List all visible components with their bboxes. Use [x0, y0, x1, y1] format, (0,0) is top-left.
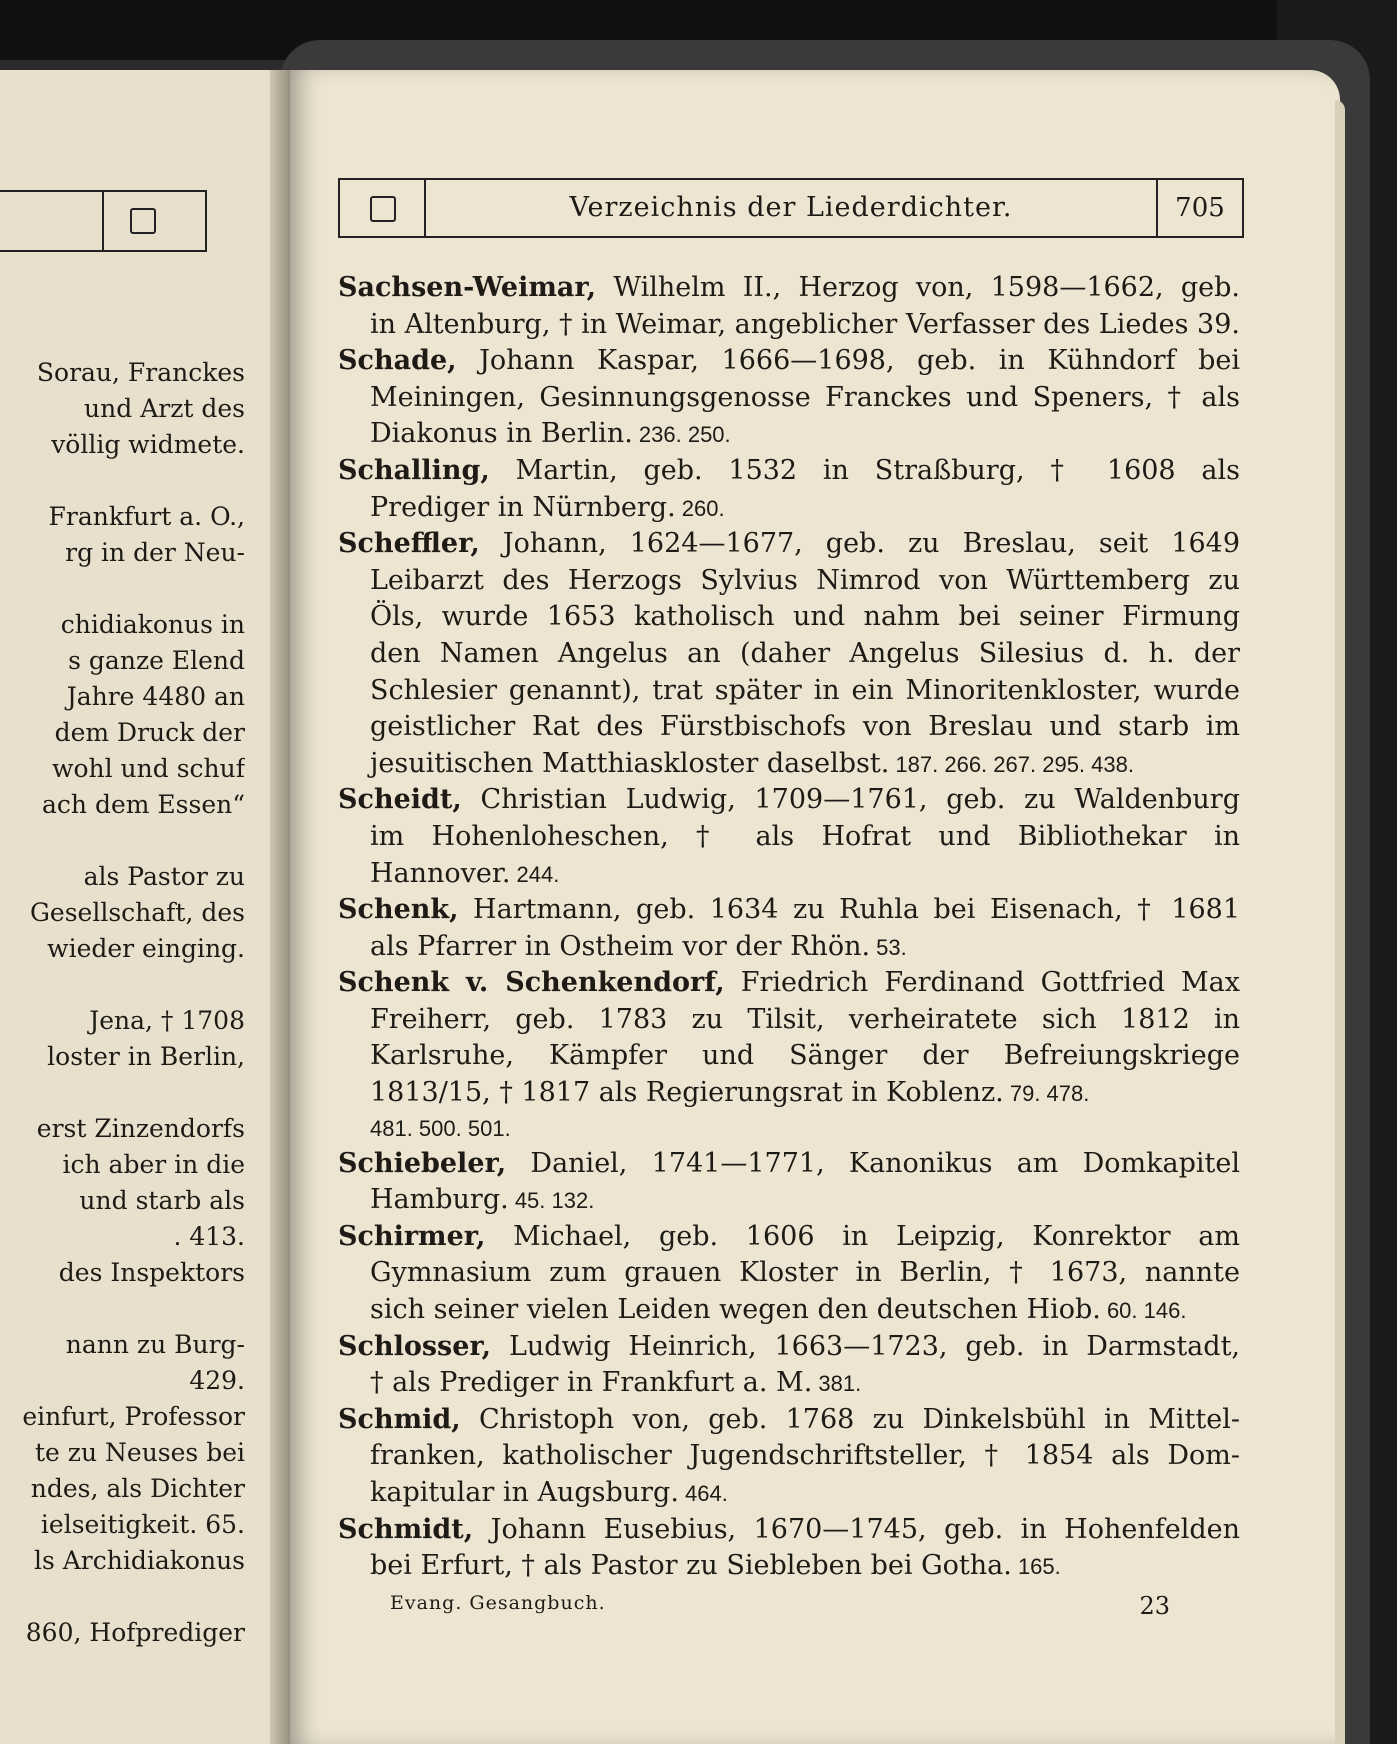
page-edge [1335, 100, 1345, 1744]
left-page-line [0, 1579, 245, 1615]
entry-continuation-line [338, 709, 1240, 746]
entry-author-name: Schenk, [338, 894, 459, 926]
left-page-line: chidiakonus in [60, 610, 245, 639]
entry-continuation-line [338, 1548, 1240, 1585]
hymn-numbers: 260. [675, 495, 725, 521]
entry-text: Daniel, 1741—1771, Kanonikus am Domkapitel [506, 1147, 1240, 1179]
entry-text: jesuitischen Matthiaskloster daselbst. [370, 747, 890, 779]
entry-line [338, 892, 1240, 929]
entry-author-name: Schenk v. Schenkendorf, [338, 967, 725, 999]
left-page-line: . 413. [173, 1222, 245, 1251]
entry-line [338, 1402, 1240, 1439]
entry-continuation-line [338, 929, 1240, 966]
left-page-line: und starb als [79, 1186, 245, 1215]
hymn-numbers: 45. 132. [508, 1188, 595, 1214]
entry-continuation-line [338, 856, 1240, 893]
entry-text: 1813/15, † 1817 als Regierungsrat in Koblenz. [370, 1077, 1004, 1109]
entry-continuation-line [338, 1365, 1240, 1402]
left-page-line: wohl und schuf [52, 754, 245, 783]
left-page-line: Sorau, Franckes [36, 358, 245, 387]
entry-continuation-line [338, 636, 1240, 673]
hymn-numbers: 187. 266. 267. 295. 438. [889, 751, 1134, 777]
left-page-line: 860, Hofprediger [25, 1618, 245, 1647]
left-page-line [0, 967, 245, 1003]
running-header [338, 178, 1244, 238]
left-page-line: Gesellschaft, des [29, 898, 245, 927]
left-page-line: als Pastor zu [83, 862, 245, 891]
left-page-line: s ganze Elend [68, 646, 245, 675]
hymn-numbers: 79. 478. [1003, 1081, 1090, 1107]
entry-continuation-line [338, 380, 1240, 417]
entry-line [338, 343, 1240, 380]
left-page-line [0, 571, 245, 607]
left-page-line: nann zu Burg- [65, 1330, 245, 1359]
left-page-line [0, 1291, 245, 1327]
left-page-line: 429. [189, 1366, 245, 1395]
entry-text: Meiningen, Gesinnungsgenosse Franckes und Speners, † als [370, 381, 1240, 413]
page-title: Verzeichnis der Liederdichter. [569, 192, 1013, 223]
entry-line [338, 1219, 1240, 1256]
sheet-number: 23 [1139, 1592, 1170, 1620]
entry-text: den Namen Angelus an (daher Angelus Silesius d. h. der [370, 637, 1240, 669]
entry-text: franken, katholischer Jugendschriftsteller, † 1854 als Dom- [370, 1440, 1240, 1472]
entry-text: Christian Ludwig, 1709—1761, geb. zu Waldenburg [461, 784, 1240, 816]
hymn-author-index [338, 270, 1240, 1585]
entry-text: Schlesier genannt), trat später in ein Minoritenkloster, wurde [370, 674, 1240, 706]
hymn-numbers: 53. [870, 934, 907, 960]
entry-text: als Pfarrer in Ostheim vor der Rhön. [370, 930, 871, 962]
entry-text: Freiherr, geb. 1783 zu Tilsit, verheiratete sich 1812 in [370, 1003, 1240, 1035]
hymn-numbers: 244. [510, 861, 560, 887]
entry-continuation-line [338, 1182, 1240, 1219]
left-page-line: loster in Berlin, [47, 1042, 245, 1071]
entry-author-name: Schalling, [338, 454, 490, 486]
entry-text: Hamburg. [370, 1184, 509, 1216]
ornament-box-icon [130, 208, 156, 234]
page-number: 705 [1175, 193, 1225, 223]
left-page-line: des Inspektors [58, 1258, 245, 1287]
header-separator [424, 180, 426, 236]
entry-line [338, 1329, 1240, 1366]
entry-text: Hannover. [370, 857, 511, 889]
ornament-box-icon [370, 196, 396, 222]
left-page-line: erst Zinzendorfs [36, 1114, 245, 1143]
entry-text: Hartmann, geb. 1634 zu Ruhla bei Eisenach, † 1681 [458, 894, 1240, 926]
hymn-numbers: 381. [812, 1371, 862, 1397]
hymn-numbers: 236. 250. [632, 422, 731, 448]
entry-author-name: Sachsen-Weimar, [338, 272, 597, 303]
entry-text: Ludwig Heinrich, 1663—1723, geb. in Darmstadt, [491, 1330, 1240, 1362]
entry-continuation-line [338, 673, 1240, 710]
header-separator [102, 192, 104, 250]
entry-text: Friedrich Ferdinand Gottfried Max [724, 967, 1240, 999]
entry-continuation-line [338, 1112, 1240, 1146]
left-page-line: ielseitigkeit. 65. [40, 1510, 245, 1539]
hymn-numbers: 481. 500. 501. [370, 1115, 511, 1141]
left-page-line: Jahre 4480 an [66, 682, 245, 711]
entry-text: Wilhelm II., Herzog von, 1598—1662, geb. [596, 272, 1240, 303]
entry-text: im Hohenloheschen, † als Hofrat und Bibliothekar in [370, 820, 1240, 852]
left-page-line: völlig widmete. [51, 430, 245, 459]
entry-text: Martin, geb. 1532 in Straßburg, † 1608 als [489, 454, 1240, 486]
entry-line [338, 965, 1240, 1002]
left-page-line [0, 823, 245, 859]
entry-continuation-line [338, 490, 1240, 527]
entry-author-name: Schirmer, [338, 1220, 486, 1252]
left-page-text [0, 355, 245, 1651]
entry-line [338, 453, 1240, 490]
entry-continuation-line [338, 1038, 1240, 1075]
hymn-numbers: 60. 146. [1100, 1298, 1187, 1324]
left-page-line: ndes, als Dichter [30, 1474, 245, 1503]
left-page-line: ach dem Essen“ [42, 790, 245, 819]
hymn-numbers: 464. [678, 1481, 728, 1506]
entry-line [338, 782, 1240, 819]
entry-continuation-line [338, 599, 1240, 636]
entry-author-name: Schmidt, [338, 1513, 474, 1545]
signature-mark: Evang. Gesangbuch. [390, 1592, 606, 1614]
entry-continuation-line [338, 1255, 1240, 1292]
entry-continuation-line [338, 1075, 1240, 1112]
left-page-line: wieder einging. [47, 934, 245, 963]
entry-text: bei Erfurt, † als Pastor zu Siebleben bei Gotha. [370, 1550, 1012, 1582]
entry-line [338, 270, 1240, 307]
entry-author-name: Schmid, [338, 1403, 461, 1435]
entry-line [338, 1512, 1240, 1549]
entry-author-name: Schlosser, [338, 1330, 492, 1362]
entry-text: Michael, geb. 1606 in Leipzig, Konrektor am [485, 1220, 1240, 1252]
entry-text: Christoph von, geb. 1768 zu Dinkelsbühl in Mittel- [460, 1403, 1240, 1435]
entry-continuation-line [338, 1475, 1240, 1512]
page-footer [390, 1592, 1190, 1628]
entry-line [338, 1146, 1240, 1183]
entry-text: Johann Kaspar, 1666—1698, geb. in Kühndorf bei [456, 345, 1240, 377]
entry-continuation-line [338, 563, 1240, 600]
entry-line [338, 526, 1240, 563]
left-page-line: te zu Neuses bei [35, 1438, 245, 1467]
entry-author-name: Schiebeler, [338, 1147, 507, 1179]
entry-text: Karlsruhe, Kämpfer und Sänger der Befreiungskriege [370, 1040, 1240, 1072]
left-page-header [0, 190, 207, 252]
left-page-line: und Arzt des [84, 394, 245, 423]
entry-continuation-line [338, 819, 1240, 856]
entry-text: Johann, 1624—1677, geb. zu Breslau, seit 1649 [479, 528, 1240, 560]
entry-continuation-line [338, 746, 1240, 783]
entry-text: Leibarzt des Herzogs Sylvius Nimrod von Württemberg zu [370, 564, 1240, 596]
left-page-line [0, 463, 245, 499]
entry-text: kapitular in Augsburg. [370, 1477, 679, 1508]
entry-text: sich seiner vielen Leiden wegen den deutschen Hiob. [370, 1294, 1101, 1326]
entry-text: geistlicher Rat des Fürstbischofs von Breslau und starb im [370, 711, 1240, 743]
entry-continuation-line [338, 1292, 1240, 1329]
entry-author-name: Schade, [338, 345, 457, 377]
entry-continuation-line [338, 1002, 1240, 1039]
left-page-line: Frankfurt a. O., [48, 502, 245, 531]
entry-author-name: Scheidt, [338, 784, 462, 816]
left-page-line: Jena, † 1708 [89, 1006, 245, 1035]
entry-text: Gymnasium zum grauen Kloster in Berlin, † 1673, nannte [370, 1257, 1240, 1289]
entry-text: Öls, wurde 1653 katholisch und nahm bei seiner Firmung [370, 601, 1240, 633]
entry-text: † als Prediger in Frankfurt a. M. [370, 1367, 813, 1399]
left-page [0, 70, 305, 1744]
left-page-line: ls Archidiakonus [33, 1546, 245, 1575]
entry-text: Diakonus in Berlin. [370, 418, 633, 450]
left-page-line: dem Druck der [54, 718, 245, 747]
left-page-line: ich aber in die [62, 1150, 245, 1179]
entry-text: Prediger in Nürnberg. [370, 491, 676, 523]
left-page-line: einfurt, Professor [22, 1402, 245, 1431]
entry-continuation-line [338, 416, 1240, 453]
entry-continuation-line [338, 1438, 1240, 1475]
entry-text: in Altenburg, † in Weimar, angeblicher Verfasser des Liedes 39. [370, 308, 1240, 340]
left-page-line: rg in der Neu- [65, 538, 245, 567]
entry-text: Johann Eusebius, 1670—1745, geb. in Hohenfelden [473, 1513, 1240, 1545]
entry-continuation-line [338, 307, 1240, 344]
entry-author-name: Scheffler, [338, 528, 480, 560]
hymn-numbers: 165. [1011, 1554, 1061, 1580]
left-page-line [0, 1075, 245, 1111]
